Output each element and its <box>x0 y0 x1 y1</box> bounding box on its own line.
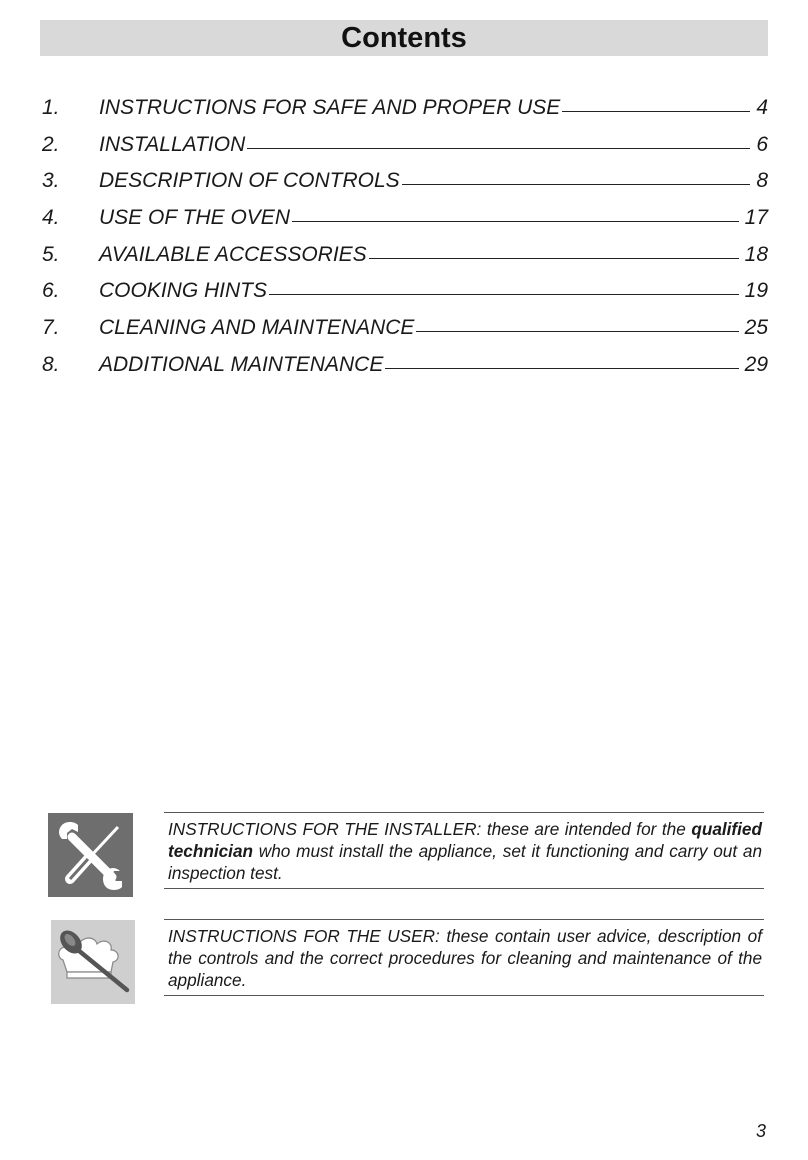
toc-entry-page: 17 <box>744 206 768 230</box>
toc-entry-title: INSTRUCTIONS FOR SAFE AND PROPER USE <box>99 96 561 119</box>
toc-entry-number: 2. <box>42 132 60 156</box>
toc-entry-page: 18 <box>744 242 768 266</box>
installer-note-text-rest: who must install the appliance, set it functioning and carry out an inspection test. <box>168 841 762 883</box>
toc-entry-title: AVAILABLE ACCESSORIES <box>99 242 367 266</box>
toc-entry[interactable] <box>42 133 768 170</box>
installer-note-text-intro: INSTRUCTIONS FOR THE INSTALLER: these are intended for the <box>168 819 692 839</box>
toc-leader-line <box>562 111 750 112</box>
toc-entry-page: 25 <box>744 316 768 340</box>
toc-entry-page: 19 <box>744 279 768 303</box>
table-of-contents <box>42 96 768 390</box>
toc-entry-page: 29 <box>744 352 768 376</box>
toc-entry[interactable] <box>42 353 768 390</box>
toc-leader-line <box>385 368 738 369</box>
page-number: 3 <box>755 1121 766 1141</box>
toc-entry-title: ADDITIONAL MAINTENANCE <box>99 352 384 376</box>
toc-entry-number: 1. <box>42 96 60 119</box>
user-note-text: INSTRUCTIONS FOR THE USER: these contain user advice, description of the controls and the correct procedures for cleaning and maintenance of the appliance. <box>164 919 764 996</box>
toc-entry-page: 4 <box>756 96 768 119</box>
toc-entry-title: COOKING HINTS <box>99 279 268 303</box>
toc-entry-title: INSTALLATION <box>99 132 246 156</box>
toc-entry[interactable] <box>42 316 768 353</box>
toc-entry-title: DESCRIPTION OF CONTROLS <box>99 169 400 193</box>
toc-entry-page: 8 <box>756 169 768 193</box>
toc-entry-title: CLEANING AND MAINTENANCE <box>99 316 415 340</box>
page-title: Contents <box>341 21 467 54</box>
spoon-chef-hat-icon <box>51 920 135 1004</box>
toc-entry-number: 3. <box>42 169 60 193</box>
toc-entry[interactable] <box>42 206 768 243</box>
toc-entry-number: 5. <box>42 242 60 266</box>
installer-note-emphasis: qualified technician <box>168 819 762 861</box>
installer-note-text <box>164 812 764 889</box>
toc-entry-page: 6 <box>756 132 768 156</box>
toc-entry[interactable] <box>42 169 768 206</box>
toc-leader-line <box>292 221 739 222</box>
toc-leader-line <box>247 148 750 149</box>
toc-leader-line <box>269 294 739 295</box>
title-bar <box>40 20 768 56</box>
toc-entry-number: 6. <box>42 279 60 303</box>
toc-entry[interactable] <box>42 279 768 316</box>
toc-entry[interactable] <box>42 96 768 133</box>
toc-leader-line <box>369 258 739 259</box>
toc-entry-number: 4. <box>42 206 60 230</box>
toc-entry-number: 7. <box>42 316 60 340</box>
toc-leader-line <box>416 331 738 332</box>
tools-icon <box>48 813 133 897</box>
toc-entry[interactable] <box>42 243 768 280</box>
toc-entry-title: USE OF THE OVEN <box>99 206 290 230</box>
toc-leader-line <box>402 184 751 185</box>
toc-entry-number: 8. <box>42 352 60 376</box>
